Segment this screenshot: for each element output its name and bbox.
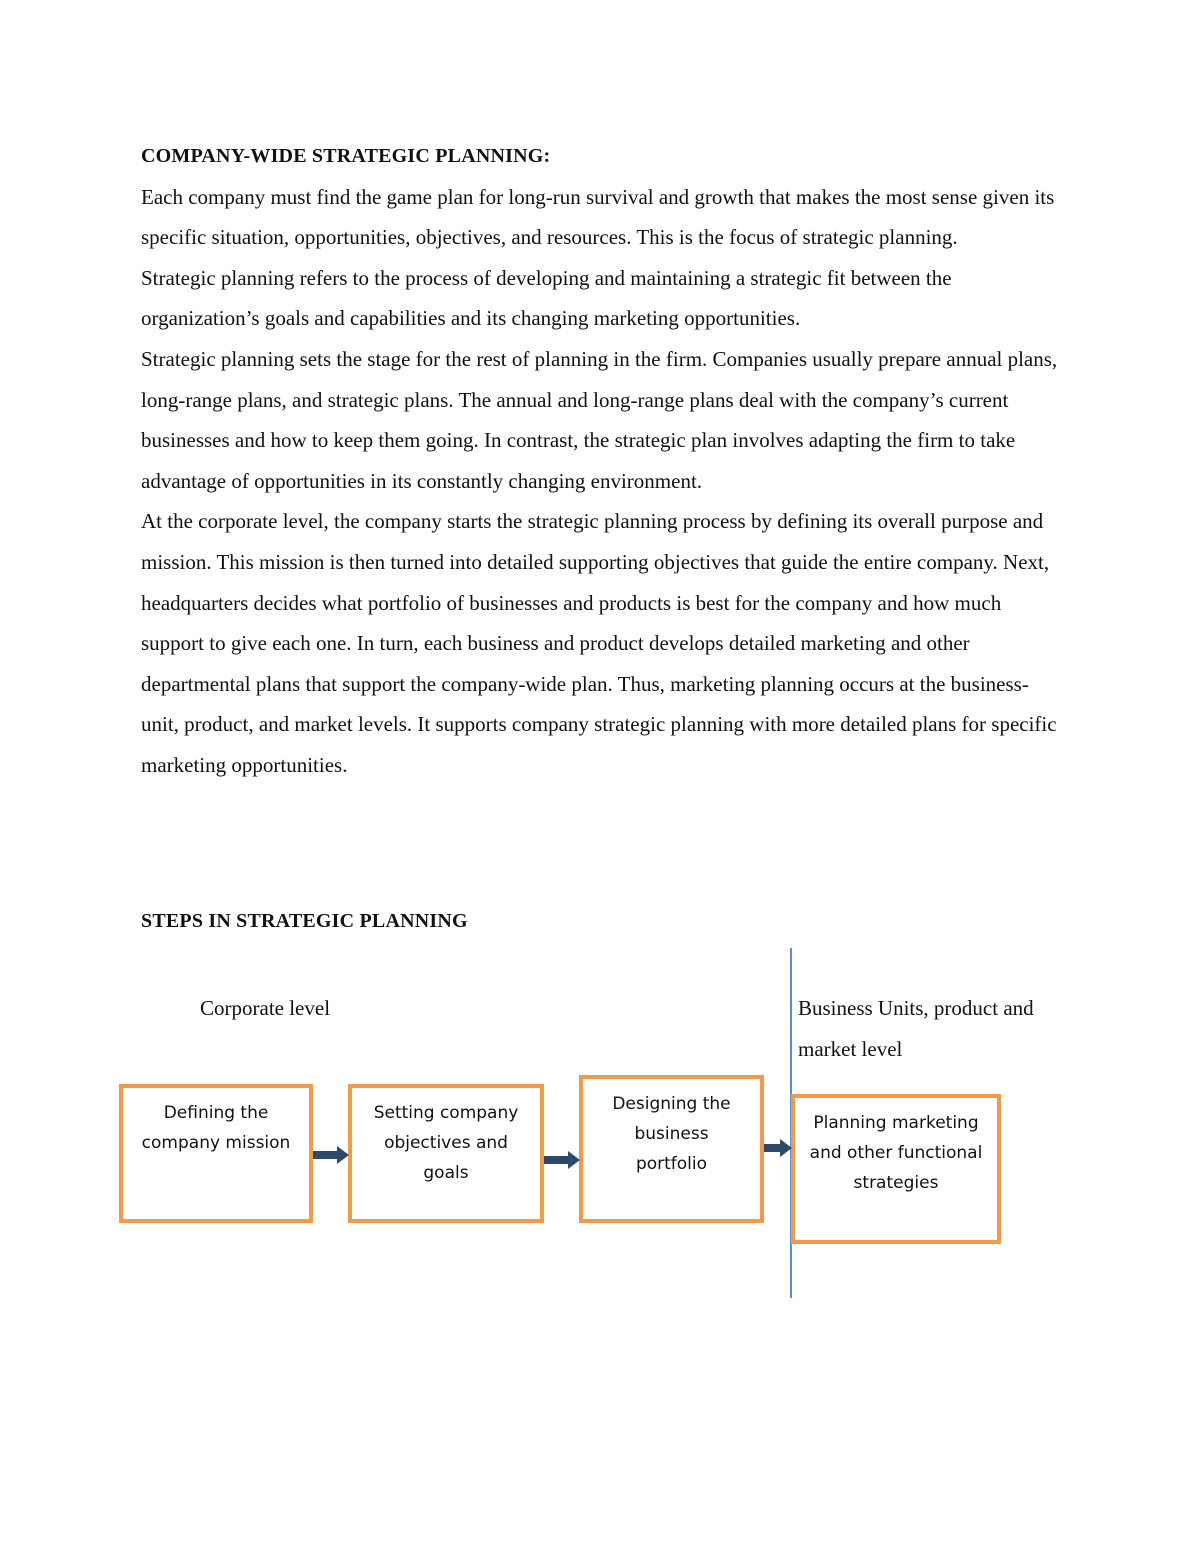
step-label: Defining the company mission <box>141 1103 291 1153</box>
paragraph: At the corporate level, the company starts the strategic planning process by defining its overall purpose and mission. This mission is then turned into detailed supporting objectives that guide the entire company. Next, headquarters decides what portfolio of businesses and products is best for the company and how much support to give each one. In turn, each business and product develops detailed marketing and other departmental plans that support the company-wide plan. Thus, marketing planning occurs at the business-unit, product, and market levels. It supports company strategic planning with more detailed plans for specific marketing opportunities. <box>141 509 1057 777</box>
arrow-right-icon <box>764 1139 792 1157</box>
step-label: Designing the business portfolio <box>612 1094 731 1174</box>
arrow-right-icon <box>544 1151 580 1169</box>
step-box-strategies <box>791 1094 1001 1244</box>
body-text <box>141 136 1061 786</box>
step-label: Planning marketing and other functional strategies <box>809 1113 983 1193</box>
paragraph: Strategic planning sets the stage for the rest of planning in the firm. Companies usually prepare annual plans, long-range plans, and strategic plans. The annual and long-range plans deal with the company’s current businesses and how to keep them going. In contrast, the strategic plan involves adapting the firm to take advantage of opportunities in its constantly changing environment. <box>141 346 1058 493</box>
step-box-objectives <box>348 1084 544 1223</box>
corporate-level-label: Corporate level <box>200 996 331 1020</box>
paragraph: Each company must find the game plan for long-run survival and growth that makes the most sense given its specific situation, opportunities, objectives, and resources. This is the focus of strategic planning. <box>141 184 1055 250</box>
step-label: Setting company objectives and goals <box>373 1103 519 1183</box>
section-heading: COMPANY-WIDE STRATEGIC PLANNING: <box>141 145 551 167</box>
business-level-label: Business Units, product and market level <box>798 996 1034 1061</box>
arrow-right-icon <box>313 1146 349 1164</box>
step-box-mission <box>119 1084 313 1223</box>
step-box-portfolio <box>579 1075 764 1223</box>
paragraph: Strategic planning refers to the process of developing and maintaining a strategic fit between the organization’s goals and capabilities and its changing marketing opportunities. <box>141 265 952 331</box>
steps-heading: STEPS IN STRATEGIC PLANNING <box>141 910 468 932</box>
